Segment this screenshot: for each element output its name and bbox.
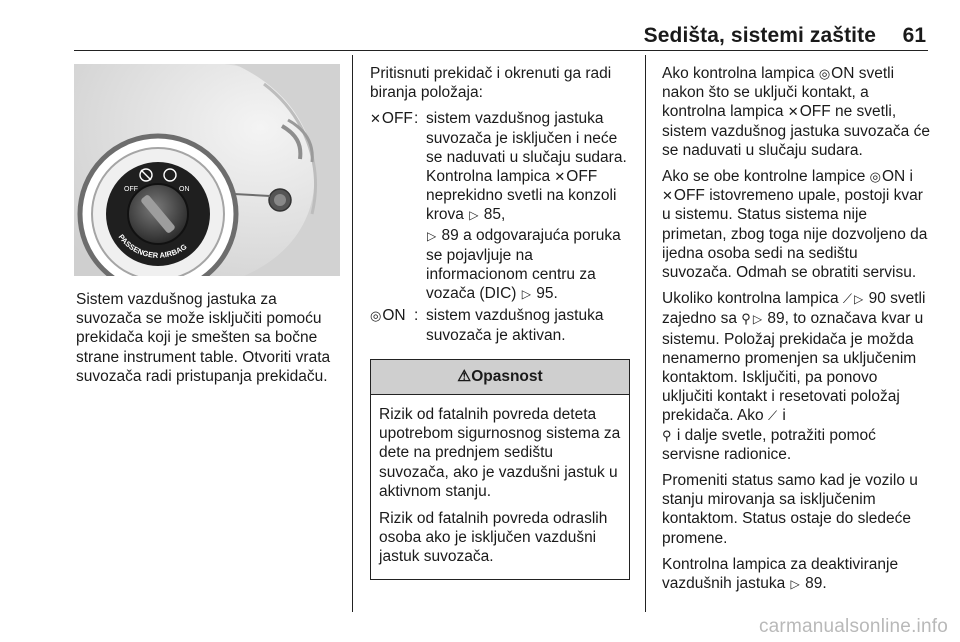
definition-colon: : <box>414 110 419 128</box>
airbag-on-icon: ◎ <box>869 169 881 185</box>
paragraph-both-lamps: Ako se obe kontrolne lampice ◎ON i ✕OFF istovremeno upale, postoji kvar u sistemu. Status sistema nije primetan, zbog toga nije dozvoljeno da ijedna osoba sedi na sedištu suvozača. Odmah se obratiti servisu. <box>662 168 928 282</box>
warning-body <box>371 395 629 579</box>
column-middle <box>370 64 634 580</box>
seatbelt-icon: ⚲ <box>741 311 751 327</box>
warning-paragraph: Rizik od fatalnih povreda deteta upotrebom sigurnosnog sistema za dete na prednjem sedištu suvozača, ako je vazdušni jastuk u aktivnom stanju. <box>379 406 621 500</box>
definition-off <box>370 109 634 304</box>
watermark: carmanualsonline.info <box>758 616 948 637</box>
airbag-on-icon: ◎ <box>370 308 382 324</box>
airbag-off-icon: ✕ <box>370 111 381 127</box>
column-right <box>662 64 930 601</box>
airbag-warning-icon: ⟋ <box>842 291 853 307</box>
definition-colon: : <box>414 307 419 325</box>
paragraph-fault: Ukoliko kontrolna lampica ⟋ ▷ 90 svetli zajedno sa ⚲ ▷ 89, to označava kvar u sistemu. Položaj prekidača je možda nenamerno promenjen sa uključenim kontaktom. Isključiti, pa ponovo uključiti kontakt i resetovati položaj prekidača. Ako ⟋ i ⚲ i dalje svetle, potražiti pomoć servisne radionice. <box>662 290 926 463</box>
page-ref-arrow-icon: ▷ <box>752 312 763 327</box>
airbag-off-icon: ✕ <box>554 169 566 185</box>
page-ref-arrow-icon: ▷ <box>427 228 437 243</box>
column-left <box>76 290 344 393</box>
switch-ring-label: PASSENGER AIRBAG <box>116 232 189 260</box>
airbag-switch-drawing <box>74 64 340 276</box>
paragraph-deactivation-lamp: Kontrolna lampica za deaktiviranje vazdušnih jastuka ▷ 89. <box>662 555 930 594</box>
definition-body-off: sistem vazdušnog jastuka suvozača je isključen i neće se naduvati u slučaju sudara. Kontrolna lampica ✕OFF neprekidno svetli na konzoli krova ▷ 85, ▷ 89 a odgovarajuća poruka se pojavljuje na informacionom centru za vozača (DIC) ▷ 95. <box>426 109 634 304</box>
paragraph-change-status: Promeniti status samo kad je vozilo u stanju mirovanja sa isključenim kontaktom. Status ostaje do sledeće promene. <box>662 472 918 547</box>
switch-intro: Pritisnuti prekidač i okrenuti ga radi biranja položaja: <box>370 65 612 102</box>
definition-body-on: sistem vazdušnog jastuka suvozača je aktivan. <box>426 307 604 344</box>
page-ref-arrow-icon: ▷ <box>854 292 864 307</box>
definition-term-off: ✕OFF <box>370 110 413 128</box>
page-header-title: Sedišta, sistemi zaštite <box>643 24 876 47</box>
warning-heading: ⚠Opasnost <box>371 360 629 395</box>
page-number: 61 <box>902 24 926 47</box>
warning-triangle-icon: ⚠ <box>457 367 472 385</box>
column-divider <box>645 55 646 612</box>
warning-box <box>370 359 630 580</box>
page-ref-arrow-icon: ▷ <box>469 208 479 223</box>
paragraph-on-lamp: Ako kontrolna lampica ◎ON svetli nakon što se uključi kontakt, a kontrolna lampica ✕OFF ne svetli, sistem vazdušnog jastuka suvozača će se naduvati u slučaju sudara. <box>662 65 930 159</box>
warning-paragraph: Rizik od fatalnih povreda odraslih osoba ako je isključen vazdušni jastuk suvozača. <box>379 510 608 566</box>
airbag-switch-illustration <box>74 64 340 276</box>
intro-paragraph: Sistem vazdušnog jastuka za suvozača se može isključiti pomoću prekidača koji je smešten sa bočne strane instrument table. Otvoriti vrata suvozača radi pristupanja prekidaču. <box>76 291 331 385</box>
page-ref-arrow-icon: ▷ <box>521 287 531 302</box>
switch-off-label: OFF <box>124 186 138 193</box>
header-rule <box>74 50 928 51</box>
seatbelt-icon: ⚲ <box>662 427 672 443</box>
airbag-off-icon: ✕ <box>787 104 799 120</box>
definition-term-on: ◎ON <box>370 307 406 325</box>
definition-on <box>370 306 634 344</box>
airbag-off-icon: ✕ <box>662 188 673 204</box>
switch-on-label: ON <box>179 186 190 193</box>
airbag-on-icon: ◎ <box>818 66 831 81</box>
column-divider <box>352 55 353 612</box>
airbag-warning-icon: ⟋ <box>767 408 778 424</box>
page-ref-arrow-icon: ▷ <box>790 577 800 592</box>
